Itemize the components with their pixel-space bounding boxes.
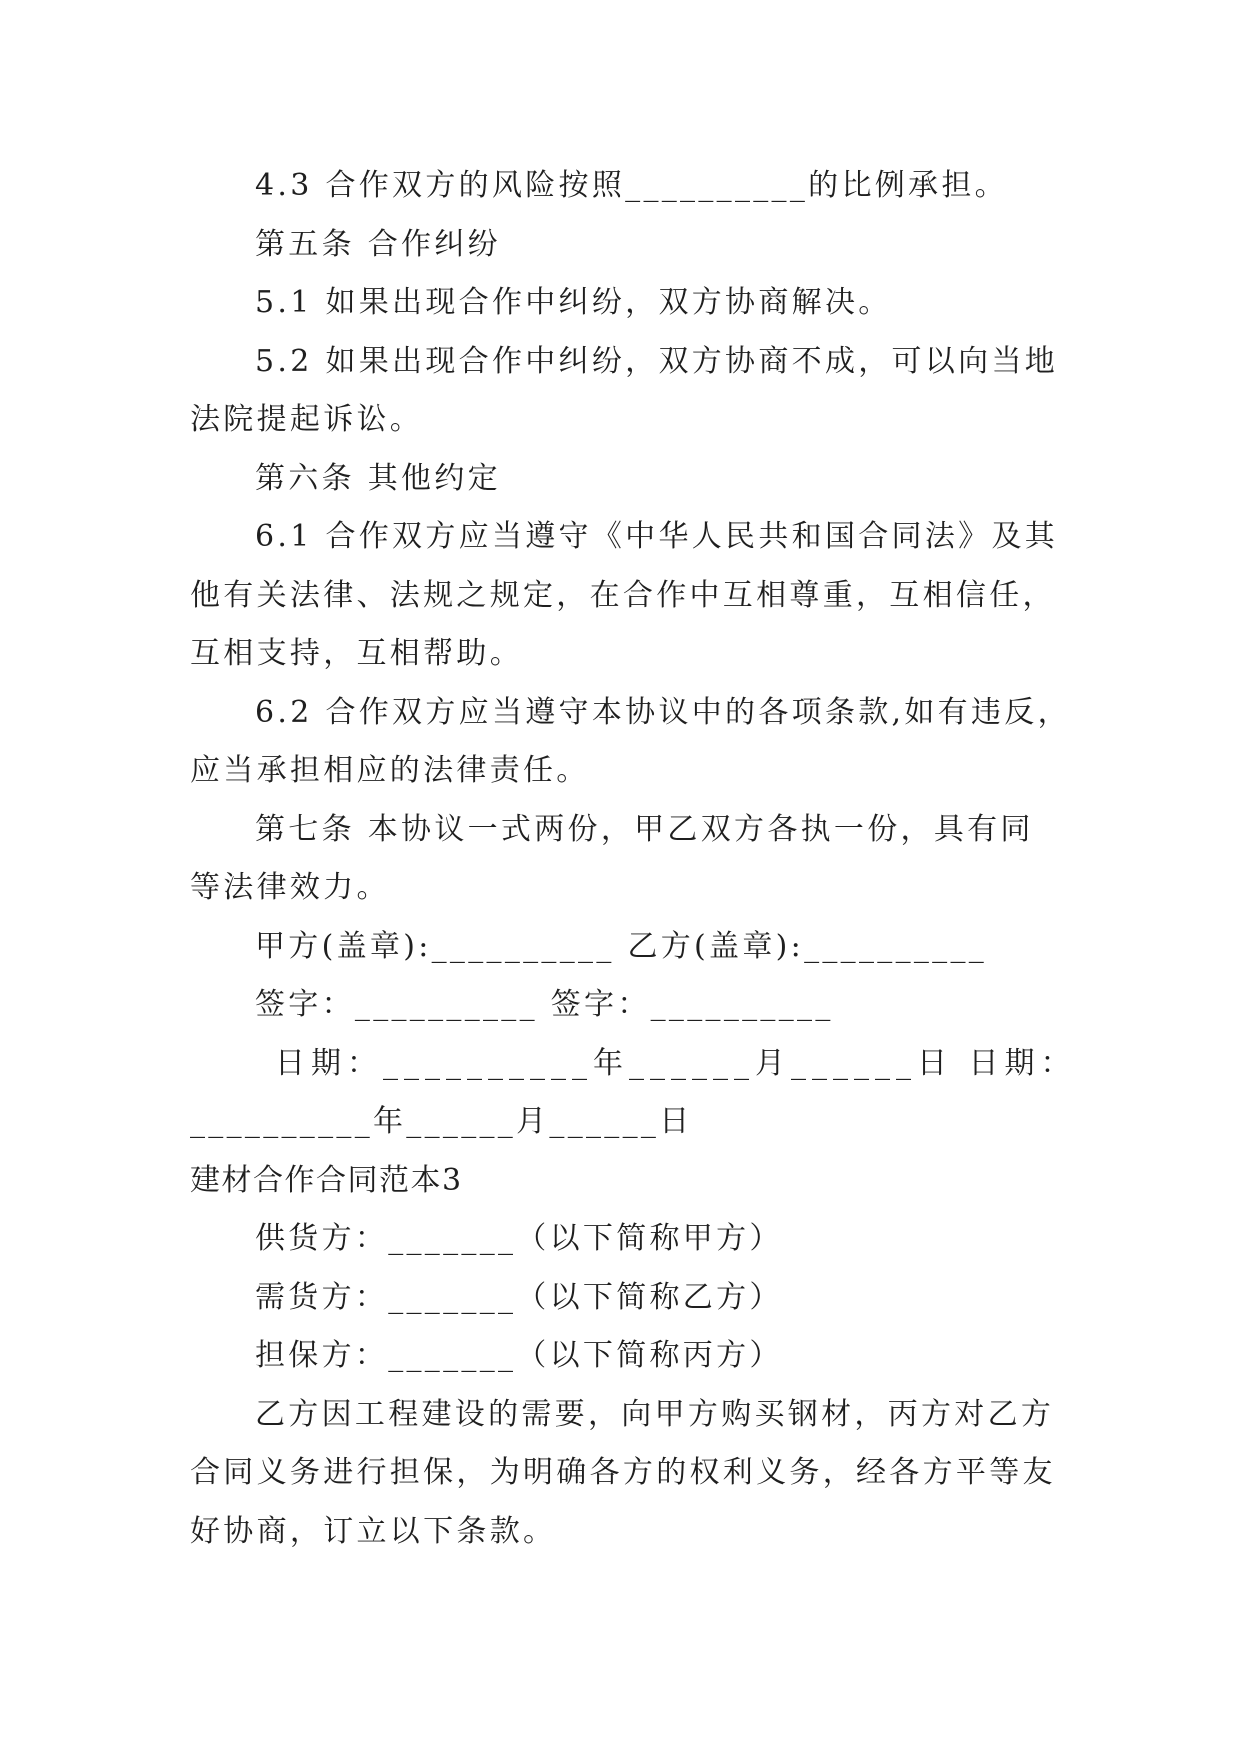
article-5-heading: 第五条 合作纠纷: [255, 227, 501, 262]
preamble-continuation: 好协商，订立以下条款。: [190, 1514, 557, 1549]
clause-4-3-text: 4.3 合作双方的风险按照__________的比例承担。: [255, 168, 1008, 203]
supplier-field: 供货方：_______（以下简称甲方）: [255, 1221, 783, 1256]
clause-5-2-text: 5.2 如果出现合作中纠纷，双方协商不成，可以向当地: [255, 344, 1059, 379]
clause-6-1-continuation: 他有关法律、法规之规定，在合作中互相尊重，互相信任，: [190, 578, 1056, 613]
clause-5-1-text: 5.1 如果出现合作中纠纷，双方协商解决。: [255, 285, 892, 320]
article-6-heading: 第六条 其他约定: [255, 461, 501, 496]
article-7-text: 第七条 本协议一式两份，甲乙双方各执一份，具有同: [255, 812, 1034, 847]
preamble-text: 乙方因工程建设的需要，向甲方购买钢材，丙方对乙方: [255, 1397, 1055, 1432]
clause-5-2-continuation: 法院提起诉讼。: [190, 402, 424, 437]
preamble-continuation: 合同义务进行担保，为明确各方的权利义务，经各方平等友: [190, 1455, 1056, 1490]
date-fields-continuation: __________年______月______日: [190, 1104, 693, 1139]
party-seal-fields: 甲方(盖章):__________ 乙方(盖章):__________: [255, 929, 988, 964]
clause-6-1-continuation: 互相支持，互相帮助。: [190, 636, 523, 671]
guarantor-field: 担保方：_______（以下简称丙方）: [255, 1338, 783, 1373]
signature-fields: 签字：__________ 签字：__________: [255, 987, 834, 1022]
buyer-field: 需货方：_______（以下简称乙方）: [255, 1280, 783, 1315]
section-title: 建材合作合同范本3: [190, 1163, 463, 1198]
clause-6-1-text: 6.1 合作双方应当遵守《中华人民共和国合同法》及其: [255, 519, 1059, 554]
clause-6-2-text: 6.2 合作双方应当遵守本协议中的各项条款,如有违反，: [255, 695, 1071, 730]
date-fields: 日期：__________年______月______日 日期：: [275, 1046, 1077, 1081]
article-7-continuation: 等法律效力。: [190, 870, 390, 905]
clause-6-2-continuation: 应当承担相应的法律责任。: [190, 753, 590, 788]
